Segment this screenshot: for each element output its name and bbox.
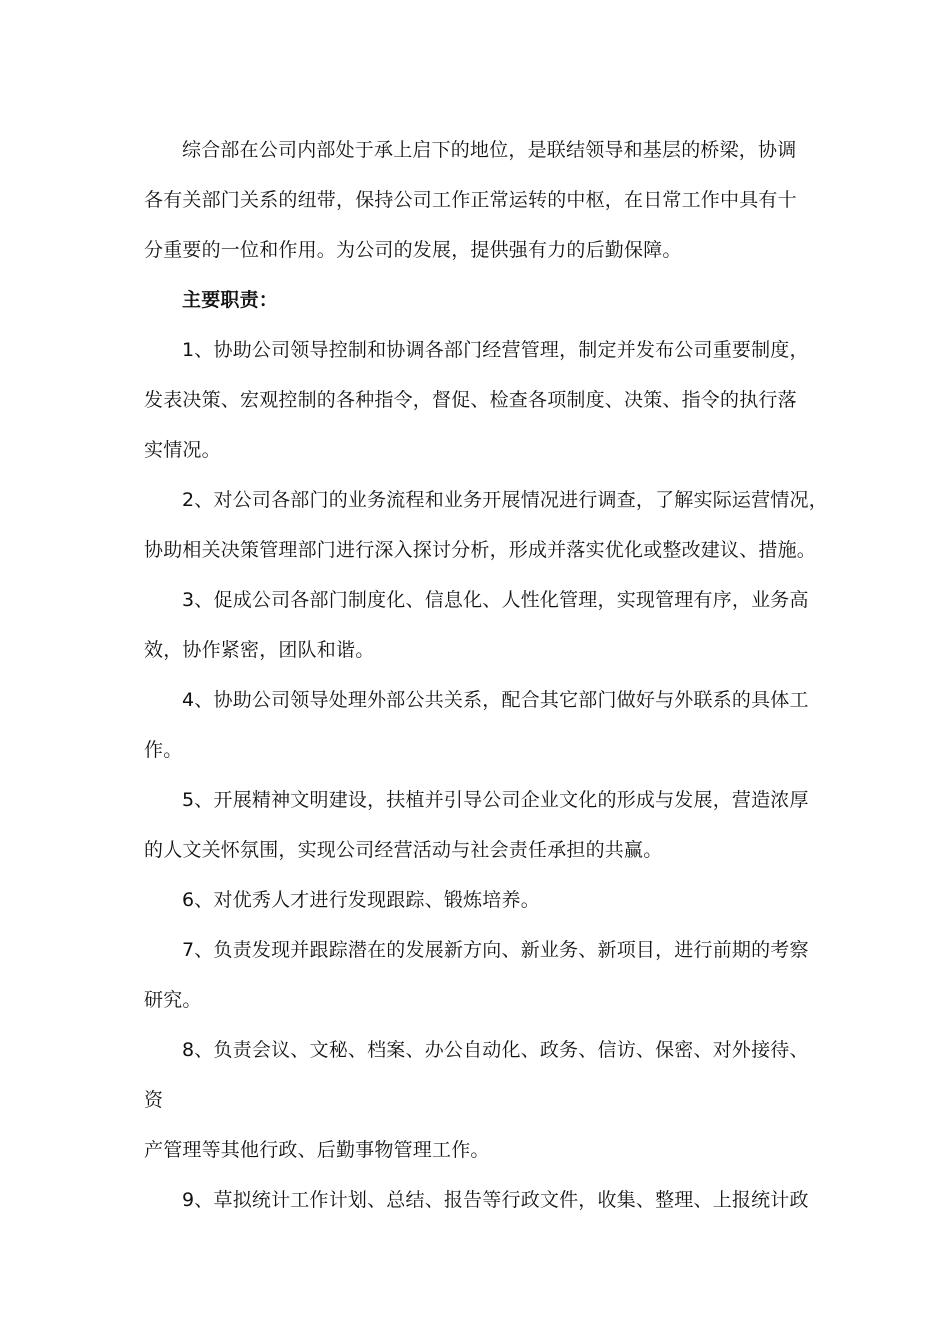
- duty-8-line-3: 产管理等其他行政、后勤事物管理工作。: [144, 1139, 490, 1161]
- duty-2-line-1: 2、对公司各部门的业务流程和业务开展情况进行调查，了解实际运营情况，: [182, 489, 828, 511]
- duty-5-line-2: 的人文关怀氛围，实现公司经营活动与社会责任承担的共赢。: [144, 839, 663, 861]
- intro-line-1: 综合部在公司内部处于承上启下的地位，是联结领导和基层的桥梁，协调: [182, 139, 797, 161]
- duty-1-line-2: 发表决策、宏观控制的各种指令，督促、检查各项制度、决策、指令的执行落: [144, 389, 797, 411]
- duty-7-line-1: 7、负责发现并跟踪潜在的发展新方向、新业务、新项目，进行前期的考察: [182, 939, 809, 961]
- duty-6-line-1: 6、对优秀人才进行发现跟踪、锻炼培养。: [182, 889, 540, 911]
- duty-8-line-1: 8、负责会议、文秘、档案、办公自动化、政务、信访、保密、对外接待、: [182, 1039, 809, 1061]
- duty-7-line-2: 研究。: [144, 989, 202, 1011]
- duty-1-line-1: 1、协助公司领导控制和协调各部门经营管理，制定并发布公司重要制度，: [182, 339, 809, 361]
- duty-1-line-3: 实情况。: [144, 439, 221, 461]
- section-heading: 主要职责：: [182, 289, 279, 311]
- duty-9-line-1: 9、草拟统计工作计划、总结、报告等行政文件，收集、整理、上报统计政: [182, 1189, 809, 1211]
- duty-3-line-1: 3、促成公司各部门制度化、信息化、人性化管理，实现管理有序，业务高: [182, 589, 809, 611]
- duty-5-line-1: 5、开展精神文明建设，扶植并引导公司企业文化的形成与发展，营造浓厚: [182, 789, 809, 811]
- intro-line-2: 各有关部门关系的纽带，保持公司工作正常运转的中枢，在日常工作中具有十: [144, 189, 797, 211]
- duty-4-line-1: 4、协助公司领导处理外部公共关系，配合其它部门做好与外联系的具体工: [182, 689, 809, 711]
- duty-8-line-2: 资: [144, 1089, 164, 1111]
- intro-line-3: 分重要的一位和作用。为公司的发展，提供强有力的后勤保障。: [144, 239, 682, 261]
- duty-4-line-2: 作。: [144, 739, 183, 761]
- duty-2-line-2: 协助相关决策管理部门进行深入探讨分析，形成并落实优化或整改建议、措施。: [144, 539, 817, 561]
- duty-3-line-2: 效，协作紧密，团队和谐。: [144, 639, 375, 661]
